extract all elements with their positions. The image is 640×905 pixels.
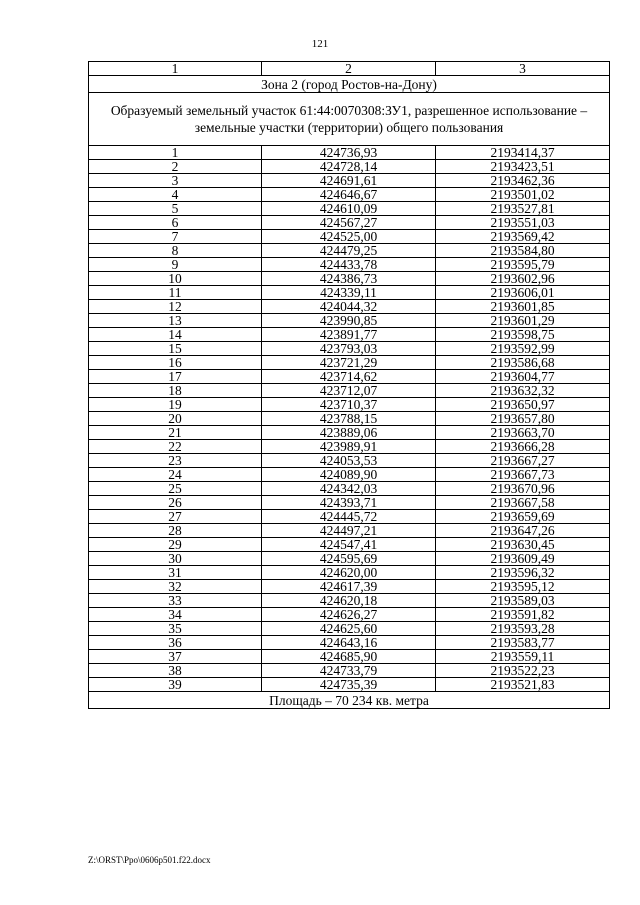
point-number-cell: 6 (89, 216, 262, 230)
coordinate-x-cell: 423989,91 (262, 440, 436, 454)
page-number: 121 (311, 38, 329, 50)
point-number-cell: 13 (89, 314, 262, 328)
column-number-row (89, 62, 610, 76)
point-number-cell: 30 (89, 552, 262, 566)
coordinate-x-cell: 424342,03 (262, 482, 436, 496)
point-number-cell: 29 (89, 538, 262, 552)
table-row (89, 356, 610, 370)
table-row (89, 272, 610, 286)
point-number-cell: 22 (89, 440, 262, 454)
coordinate-y-cell: 2193414,37 (436, 146, 610, 160)
coordinate-x-cell: 424433,78 (262, 258, 436, 272)
table-row (89, 328, 610, 342)
coordinate-x-cell: 423714,62 (262, 370, 436, 384)
coordinate-y-cell: 2193522,23 (436, 664, 610, 678)
zone-title: Зона 2 (город Ростов-на-Дону) (89, 76, 610, 93)
point-number-cell: 31 (89, 566, 262, 580)
coordinate-y-cell: 2193630,45 (436, 538, 610, 552)
coordinate-x-cell: 424735,39 (262, 678, 436, 692)
column-number-1: 1 (89, 62, 262, 76)
coordinate-x-cell: 424525,00 (262, 230, 436, 244)
point-number-cell: 17 (89, 370, 262, 384)
coordinates-table (88, 61, 610, 709)
point-number-cell: 8 (89, 244, 262, 258)
point-number-cell: 21 (89, 426, 262, 440)
table-row (89, 412, 610, 426)
table-row (89, 468, 610, 482)
coordinate-x-cell: 424089,90 (262, 468, 436, 482)
point-number-cell: 23 (89, 454, 262, 468)
point-number-cell: 4 (89, 188, 262, 202)
point-number-cell: 39 (89, 678, 262, 692)
point-number-cell: 5 (89, 202, 262, 216)
coordinate-y-cell: 2193527,81 (436, 202, 610, 216)
coordinate-y-cell: 2193604,77 (436, 370, 610, 384)
point-number-cell: 11 (89, 286, 262, 300)
coordinate-x-cell: 424617,39 (262, 580, 436, 594)
coordinate-y-cell: 2193632,32 (436, 384, 610, 398)
coordinate-x-cell: 424053,53 (262, 454, 436, 468)
table-row (89, 580, 610, 594)
table-row (89, 566, 610, 580)
footer-file-path: Z:\ORST\Ppo\0606p501.f22.docx (88, 855, 211, 865)
point-number-cell: 20 (89, 412, 262, 426)
coordinate-x-cell: 423990,85 (262, 314, 436, 328)
point-number-cell: 14 (89, 328, 262, 342)
coordinate-x-cell: 424595,69 (262, 552, 436, 566)
point-number-cell: 18 (89, 384, 262, 398)
table-row (89, 678, 610, 692)
point-number-cell: 15 (89, 342, 262, 356)
point-number-cell: 27 (89, 510, 262, 524)
coordinate-y-cell: 2193601,85 (436, 300, 610, 314)
coordinate-y-cell: 2193601,29 (436, 314, 610, 328)
coordinate-y-cell: 2193606,01 (436, 286, 610, 300)
table-row (89, 440, 610, 454)
coordinate-y-cell: 2193647,26 (436, 524, 610, 538)
table-row (89, 286, 610, 300)
point-number-cell: 19 (89, 398, 262, 412)
coordinate-y-cell: 2193521,83 (436, 678, 610, 692)
coordinate-y-cell: 2193584,80 (436, 244, 610, 258)
column-number-3: 3 (436, 62, 610, 76)
coordinate-x-cell: 424646,67 (262, 188, 436, 202)
coordinate-x-cell: 424547,41 (262, 538, 436, 552)
coordinate-x-cell: 424479,25 (262, 244, 436, 258)
coordinate-x-cell: 424620,18 (262, 594, 436, 608)
coordinate-x-cell: 423891,77 (262, 328, 436, 342)
coordinate-y-cell: 2193650,97 (436, 398, 610, 412)
coordinate-x-cell: 424567,27 (262, 216, 436, 230)
coordinate-y-cell: 2193501,02 (436, 188, 610, 202)
table-row (89, 496, 610, 510)
coordinate-x-cell: 424044,32 (262, 300, 436, 314)
coordinate-y-cell: 2193667,58 (436, 496, 610, 510)
point-number-cell: 35 (89, 622, 262, 636)
table-row (89, 454, 610, 468)
point-number-cell: 33 (89, 594, 262, 608)
table-row (89, 370, 610, 384)
coordinate-x-cell: 424339,11 (262, 286, 436, 300)
coordinate-y-cell: 2193666,28 (436, 440, 610, 454)
point-number-cell: 24 (89, 468, 262, 482)
coordinate-x-cell: 423788,15 (262, 412, 436, 426)
table-row (89, 300, 610, 314)
coordinates-table-body (89, 62, 610, 709)
coordinate-x-cell: 423712,07 (262, 384, 436, 398)
coordinate-x-cell: 424393,71 (262, 496, 436, 510)
coordinate-x-cell: 424445,72 (262, 510, 436, 524)
table-row (89, 258, 610, 272)
coordinate-x-cell: 424736,93 (262, 146, 436, 160)
point-number-cell: 16 (89, 356, 262, 370)
column-number-2: 2 (262, 62, 436, 76)
table-row (89, 510, 610, 524)
point-number-cell: 2 (89, 160, 262, 174)
table-row (89, 622, 610, 636)
point-number-cell: 26 (89, 496, 262, 510)
parcel-description: Образуемый земельный участок 61:44:0070308:ЗУ1, разрешенное использование – земельные участки (территории) общего пользования (89, 93, 610, 146)
coordinate-y-cell: 2193423,51 (436, 160, 610, 174)
coordinate-y-cell: 2193589,03 (436, 594, 610, 608)
table-row (89, 594, 610, 608)
table-row (89, 426, 610, 440)
point-number-cell: 12 (89, 300, 262, 314)
coordinate-x-cell: 424685,90 (262, 650, 436, 664)
coordinate-y-cell: 2193598,75 (436, 328, 610, 342)
table-row (89, 384, 610, 398)
point-number-cell: 38 (89, 664, 262, 678)
table-row (89, 160, 610, 174)
coordinate-x-cell: 423710,37 (262, 398, 436, 412)
coordinate-y-cell: 2193462,36 (436, 174, 610, 188)
coordinate-x-cell: 424497,21 (262, 524, 436, 538)
coordinate-y-cell: 2193667,73 (436, 468, 610, 482)
coordinate-y-cell: 2193595,12 (436, 580, 610, 594)
table-row (89, 244, 610, 258)
coordinate-x-cell: 423793,03 (262, 342, 436, 356)
table-row (89, 552, 610, 566)
coordinate-y-cell: 2193586,68 (436, 356, 610, 370)
coordinate-y-cell: 2193596,32 (436, 566, 610, 580)
table-row (89, 174, 610, 188)
table-row (89, 636, 610, 650)
table-row (89, 650, 610, 664)
coordinate-y-cell: 2193667,27 (436, 454, 610, 468)
parcel-description-row (89, 93, 610, 146)
coordinate-y-cell: 2193569,42 (436, 230, 610, 244)
coordinate-y-cell: 2193551,03 (436, 216, 610, 230)
area-total: Площадь – 70 234 кв. метра (89, 692, 610, 709)
point-number-cell: 7 (89, 230, 262, 244)
point-number-cell: 9 (89, 258, 262, 272)
coordinate-x-cell: 424626,27 (262, 608, 436, 622)
coordinate-x-cell: 423721,29 (262, 356, 436, 370)
coordinate-y-cell: 2193559,11 (436, 650, 610, 664)
zone-title-row (89, 76, 610, 93)
coordinate-y-cell: 2193595,79 (436, 258, 610, 272)
point-number-cell: 36 (89, 636, 262, 650)
table-row (89, 398, 610, 412)
point-number-cell: 25 (89, 482, 262, 496)
table-row (89, 216, 610, 230)
coordinate-y-cell: 2193659,69 (436, 510, 610, 524)
area-row (89, 692, 610, 709)
point-number-cell: 34 (89, 608, 262, 622)
coordinate-x-cell: 424643,16 (262, 636, 436, 650)
coordinate-y-cell: 2193591,82 (436, 608, 610, 622)
point-number-cell: 3 (89, 174, 262, 188)
coordinate-x-cell: 424733,79 (262, 664, 436, 678)
point-number-cell: 10 (89, 272, 262, 286)
table-row (89, 230, 610, 244)
point-number-cell: 32 (89, 580, 262, 594)
coordinate-y-cell: 2193670,96 (436, 482, 610, 496)
table-row (89, 664, 610, 678)
coordinate-x-cell: 424625,60 (262, 622, 436, 636)
table-row (89, 608, 610, 622)
table-row (89, 146, 610, 160)
table-row (89, 202, 610, 216)
table-row (89, 188, 610, 202)
coordinate-y-cell: 2193657,80 (436, 412, 610, 426)
coordinate-y-cell: 2193593,28 (436, 622, 610, 636)
coordinate-x-cell: 424610,09 (262, 202, 436, 216)
table-row (89, 482, 610, 496)
point-number-cell: 28 (89, 524, 262, 538)
point-number-cell: 37 (89, 650, 262, 664)
table-row (89, 524, 610, 538)
coordinate-x-cell: 424620,00 (262, 566, 436, 580)
coordinate-x-cell: 424386,73 (262, 272, 436, 286)
coordinate-y-cell: 2193663,70 (436, 426, 610, 440)
point-number-cell: 1 (89, 146, 262, 160)
coordinate-y-cell: 2193592,99 (436, 342, 610, 356)
coordinate-x-cell: 424728,14 (262, 160, 436, 174)
coordinate-y-cell: 2193583,77 (436, 636, 610, 650)
coordinate-y-cell: 2193609,49 (436, 552, 610, 566)
table-row (89, 314, 610, 328)
coordinate-x-cell: 423889,06 (262, 426, 436, 440)
table-row (89, 538, 610, 552)
table-row (89, 342, 610, 356)
coordinate-y-cell: 2193602,96 (436, 272, 610, 286)
coordinate-x-cell: 424691,61 (262, 174, 436, 188)
